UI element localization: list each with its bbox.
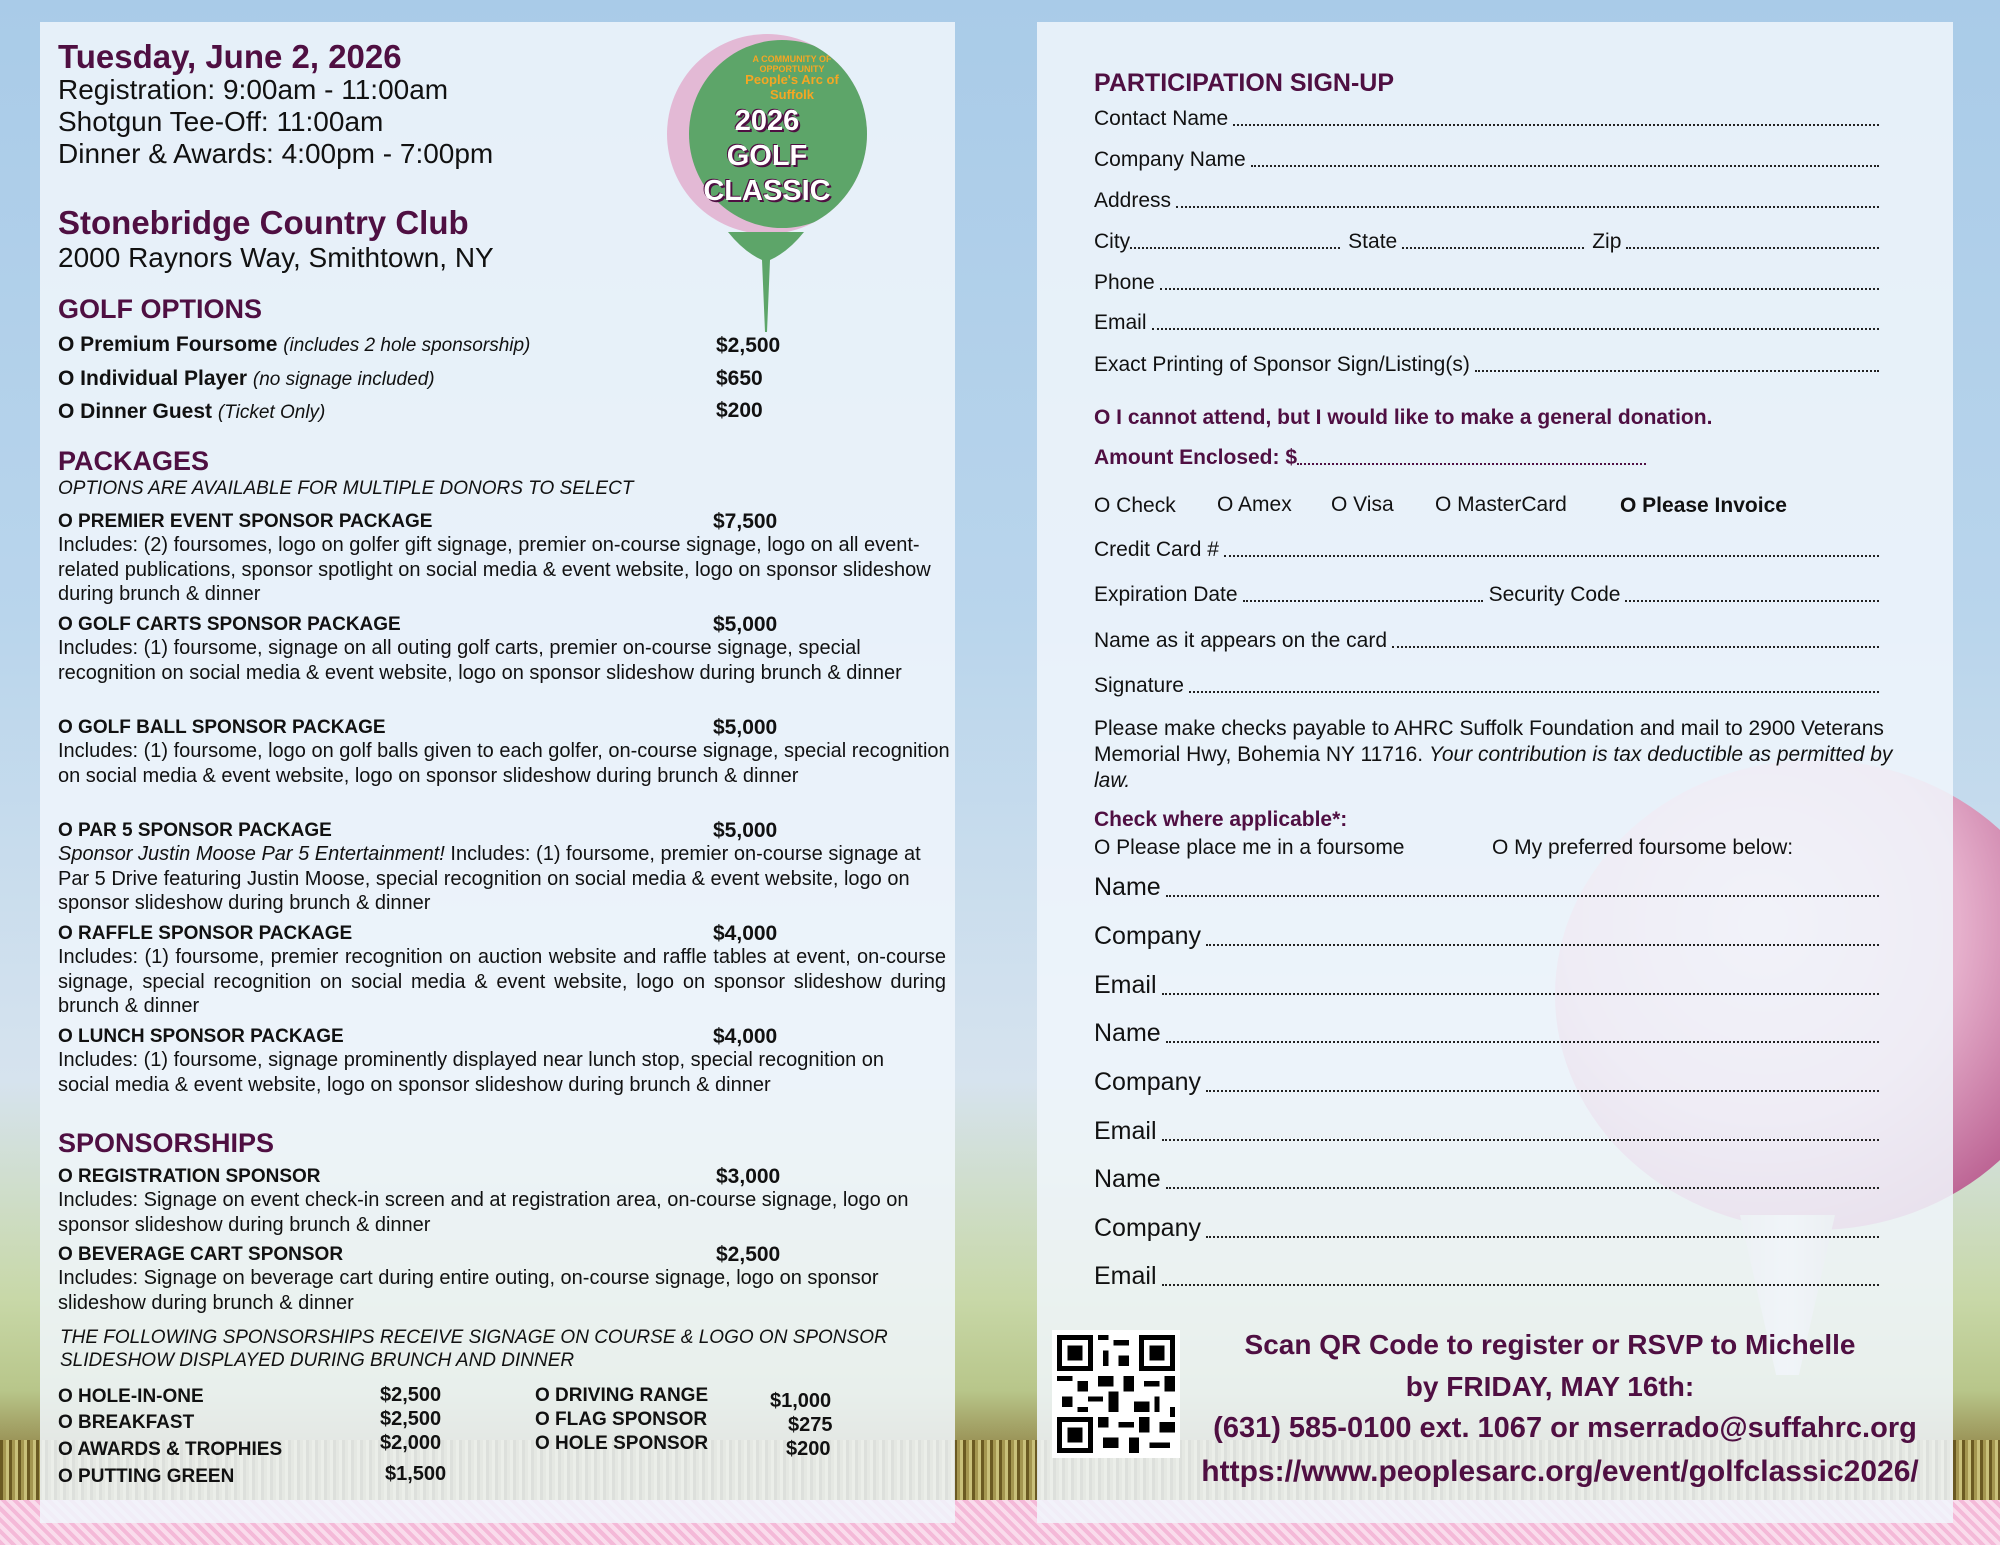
checks-note-text: Please make checks payable to AHRC Suffolk Foundation and mail to 2900 Veterans Memorial Hwy, Bohemia NY 11716. bbox=[1094, 717, 1884, 766]
fill-line bbox=[1189, 690, 1879, 693]
city-state-zip-row bbox=[1094, 230, 1881, 254]
small-sponsor-putting-green[interactable]: O PUTTING GREEN bbox=[58, 1466, 235, 1487]
sponsorships-heading: SPONSORSHIPS bbox=[58, 1128, 275, 1158]
company-name-field[interactable] bbox=[1094, 148, 1881, 172]
expiration-input[interactable] bbox=[1243, 599, 1483, 602]
field-label: Phone bbox=[1094, 271, 1155, 294]
event-date: Tuesday, June 2, 2026 bbox=[58, 38, 402, 75]
fill-line bbox=[1206, 1235, 1879, 1238]
schedule-dinner: Dinner & Awards: 4:00pm - 7:00pm bbox=[58, 138, 494, 169]
foursome-name-3[interactable] bbox=[1094, 1165, 1881, 1194]
small-sponsor-price: $2,500 bbox=[380, 1408, 442, 1430]
amount-enclosed-field[interactable] bbox=[1094, 446, 1648, 470]
package-description: Includes: (1) foursome, signage prominently displayed near lunch stop, special recognition on social media & event website, logo on sponsor slideshow during brunch & dinner bbox=[58, 1049, 885, 1096]
logo-year: 2026 bbox=[734, 105, 800, 137]
golf-classic-logo bbox=[667, 34, 867, 234]
option-label: O Premium Foursome bbox=[58, 333, 278, 356]
address-field[interactable] bbox=[1094, 189, 1881, 213]
option-label: O Dinner Guest bbox=[58, 400, 213, 423]
option-note: (Ticket Only) bbox=[217, 402, 326, 423]
package-description bbox=[58, 842, 953, 916]
package-price: $4,000 bbox=[713, 1025, 778, 1048]
small-sponsor-hole[interactable]: O HOLE SPONSOR bbox=[535, 1433, 709, 1454]
fill-line bbox=[1233, 123, 1879, 126]
logo-tee-icon bbox=[728, 232, 804, 332]
contact-name-field[interactable] bbox=[1094, 107, 1881, 131]
foursome-email-3[interactable] bbox=[1094, 1262, 1881, 1291]
field-label: Name as it appears on the card bbox=[1094, 629, 1387, 652]
option-premium-foursome[interactable] bbox=[58, 333, 530, 357]
fill-line bbox=[1297, 462, 1646, 465]
small-sponsor-hole-in-one[interactable]: O HOLE-IN-ONE bbox=[58, 1386, 204, 1407]
option-price: $2,500 bbox=[716, 334, 781, 357]
city-input[interactable] bbox=[1130, 246, 1340, 249]
option-individual-player[interactable] bbox=[58, 367, 435, 391]
fill-line bbox=[1206, 943, 1879, 946]
option-label: O Individual Player bbox=[58, 367, 248, 390]
field-label: Address bbox=[1094, 189, 1172, 212]
payment-mastercard[interactable]: O MasterCard bbox=[1435, 493, 1567, 516]
place-me-option[interactable]: O Please place me in a foursome bbox=[1094, 836, 1405, 859]
payment-visa[interactable]: O Visa bbox=[1331, 493, 1394, 516]
tax-note: Your contribution is tax deductible as permitted by law. bbox=[1094, 743, 1893, 792]
sponsorship-beverage-title[interactable]: O BEVERAGE CART SPONSOR bbox=[58, 1244, 344, 1265]
field-label: Exact Printing of Sponsor Sign/Listing(s) bbox=[1094, 353, 1470, 376]
field-label: Credit Card # bbox=[1094, 538, 1219, 561]
foursome-name-1[interactable] bbox=[1094, 873, 1881, 902]
cta-scan-qr: Scan QR Code to register or RSVP to Michelle bbox=[1244, 1329, 1856, 1360]
fill-line bbox=[1160, 287, 1879, 290]
schedule-teeoff: Shotgun Tee-Off: 11:00am bbox=[58, 106, 384, 137]
package-lunch-title[interactable]: O LUNCH SPONSOR PACKAGE bbox=[58, 1026, 344, 1047]
field-label: Amount Enclosed: $ bbox=[1094, 446, 1298, 469]
small-sponsor-price: $1,000 bbox=[770, 1390, 832, 1412]
field-label: Signature bbox=[1094, 674, 1184, 697]
field-label: Name bbox=[1094, 873, 1161, 901]
signature-field[interactable] bbox=[1094, 674, 1881, 698]
package-price: $4,000 bbox=[713, 922, 778, 945]
fill-line bbox=[1176, 205, 1879, 208]
small-sponsor-flag[interactable]: O FLAG SPONSOR bbox=[535, 1409, 708, 1430]
cta-contact[interactable]: (631) 585-0100 ext. 1067 or mserrado@suffahrc.org bbox=[1213, 1412, 1917, 1444]
fill-line bbox=[1166, 1040, 1879, 1043]
sponsorship-price: $3,000 bbox=[716, 1165, 781, 1188]
credit-card-field[interactable] bbox=[1094, 538, 1881, 562]
fill-line bbox=[1206, 1089, 1879, 1092]
state-label: State bbox=[1348, 230, 1398, 253]
logo-golf: GOLF bbox=[726, 140, 808, 172]
sponsorship-price: $2,500 bbox=[716, 1243, 781, 1266]
fill-line bbox=[1152, 327, 1879, 330]
zip-label: Zip bbox=[1592, 230, 1622, 253]
security-label: Security Code bbox=[1488, 583, 1621, 606]
fill-line bbox=[1392, 645, 1879, 648]
zip-input[interactable] bbox=[1626, 246, 1879, 249]
expiration-security-row bbox=[1094, 583, 1881, 607]
signup-heading: PARTICIPATION SIGN-UP bbox=[1094, 69, 1394, 97]
option-dinner-guest[interactable] bbox=[58, 400, 325, 424]
field-label: Name bbox=[1094, 1165, 1161, 1193]
foursome-company-3[interactable] bbox=[1094, 1214, 1881, 1243]
field-label: Email bbox=[1094, 311, 1147, 334]
field-label: Email bbox=[1094, 1262, 1157, 1290]
fill-line bbox=[1251, 164, 1879, 167]
phone-field[interactable] bbox=[1094, 271, 1881, 295]
venue-address: 2000 Raynors Way, Smithtown, NY bbox=[58, 242, 494, 273]
package-description: Includes: (1) foursome, signage on all outing golf carts, premier on-course signage, special recognition on social media & event website, logo on sponsor slideshow during brunch & dinner bbox=[58, 637, 902, 684]
small-sponsor-price: $275 bbox=[788, 1414, 833, 1436]
field-label: Company Name bbox=[1094, 148, 1246, 171]
field-label: Contact Name bbox=[1094, 107, 1229, 130]
name-on-card-field[interactable] bbox=[1094, 629, 1881, 653]
sponsorship-registration-title[interactable]: O REGISTRATION SPONSOR bbox=[58, 1166, 321, 1187]
option-price: $650 bbox=[716, 367, 763, 390]
fill-line bbox=[1162, 1283, 1879, 1286]
fill-line bbox=[1162, 992, 1879, 995]
package-par5-title[interactable]: O PAR 5 SPONSOR PACKAGE bbox=[58, 820, 332, 841]
state-input[interactable] bbox=[1402, 246, 1584, 249]
package-price: $5,000 bbox=[713, 613, 778, 636]
donation-option[interactable]: O I cannot attend, but I would like to make a general donation. bbox=[1094, 406, 1713, 429]
small-sponsor-price: $2,500 bbox=[380, 1384, 442, 1406]
field-label: Email bbox=[1094, 971, 1157, 999]
email-field[interactable] bbox=[1094, 311, 1881, 335]
sponsorship-description: Includes: Signage on event check-in screen and at registration area, on-course signage, logo on sponsor slideshow during brunch & dinner bbox=[58, 1189, 909, 1236]
package-price: $5,000 bbox=[713, 819, 778, 842]
cta-deadline: by FRIDAY, MAY 16th: bbox=[1405, 1371, 1695, 1402]
sponsorships-note: THE FOLLOWING SPONSORSHIPS RECEIVE SIGNAGE ON COURSE & LOGO ON SPONSOR SLIDESHOW DISPLAYED DURING BRUNCH AND DINNER bbox=[60, 1327, 888, 1371]
package-price: $5,000 bbox=[713, 716, 778, 739]
field-label: Company bbox=[1094, 1068, 1201, 1096]
venue-name: Stonebridge Country Club bbox=[58, 204, 469, 241]
logo-tagline: A COMMUNITY OF OPPORTUNITY bbox=[752, 54, 832, 74]
package-desc-text: Includes: (1) foursome, premier on-course signage at Par 5 Drive featuring Justin Moose, special recognition on social media & event website, logo on sponsor slideshow during brunch & dinner bbox=[58, 843, 921, 914]
security-input[interactable] bbox=[1625, 599, 1879, 602]
packages-subheading: OPTIONS ARE AVAILABLE FOR MULTIPLE DONORS TO SELECT bbox=[58, 478, 634, 499]
small-sponsor-awards[interactable]: O AWARDS & TROPHIES bbox=[58, 1439, 283, 1460]
fill-line bbox=[1224, 554, 1879, 557]
small-sponsor-breakfast[interactable]: O BREAKFAST bbox=[58, 1412, 195, 1433]
cta-url-link[interactable]: https://www.peoplesarc.org/event/golfclassic2026/ bbox=[1201, 1455, 1919, 1488]
package-premier-title[interactable]: O PREMIER EVENT SPONSOR PACKAGE bbox=[58, 511, 433, 532]
package-golf-carts-title[interactable]: O GOLF CARTS SPONSOR PACKAGE bbox=[58, 614, 401, 635]
foursome-name-2[interactable] bbox=[1094, 1019, 1881, 1048]
field-label: Email bbox=[1094, 1117, 1157, 1145]
fill-line bbox=[1475, 369, 1879, 372]
field-label: Name bbox=[1094, 1019, 1161, 1047]
sponsorship-description: Includes: Signage on beverage cart during entire outing, on-course signage, logo on sponsor slideshow during brunch & dinner bbox=[58, 1267, 879, 1314]
field-label: Company bbox=[1094, 922, 1201, 950]
option-note: (no signage included) bbox=[252, 369, 435, 390]
package-price: $7,500 bbox=[713, 510, 778, 533]
packages-heading: PACKAGES bbox=[58, 446, 210, 476]
schedule-registration: Registration: 9:00am - 11:00am bbox=[58, 74, 449, 105]
package-description: Includes: (2) foursomes, logo on golfer gift signage, premier on-course signage, logo on all event-related publications, sponsor spotlight on social media & event website, logo on sponsor slideshow during brunch & dinner bbox=[58, 534, 931, 605]
package-golf-ball-title[interactable]: O GOLF BALL SPONSOR PACKAGE bbox=[58, 717, 386, 738]
logo-classic: CLASSIC bbox=[703, 175, 831, 207]
checks-note bbox=[1094, 716, 1894, 794]
package-description: Includes: (1) foursome, premier recognition on auction website and raffle tables at event, on-course signage, special recognition on social media & event website, logo on sponsor slideshow during brunch & dinner bbox=[58, 946, 946, 1017]
package-description: Includes: (1) foursome, logo on golf balls given to each golfer, on-course signage, special recognition on social media & event website, logo on sponsor slideshow during brunch & dinner bbox=[58, 740, 950, 787]
fill-line bbox=[1166, 1186, 1879, 1189]
city-label: City bbox=[1094, 230, 1131, 253]
foursome-company-1[interactable] bbox=[1094, 922, 1881, 951]
golf-options-heading: GOLF OPTIONS bbox=[58, 294, 263, 324]
option-price: $200 bbox=[716, 399, 763, 422]
payment-check[interactable]: O Check bbox=[1094, 494, 1176, 517]
foursome-email-1[interactable] bbox=[1094, 971, 1881, 1000]
small-sponsor-driving-range[interactable]: O DRIVING RANGE bbox=[535, 1385, 709, 1406]
sponsor-sign-field[interactable] bbox=[1094, 353, 1881, 377]
small-sponsor-price: $1,500 bbox=[385, 1463, 447, 1485]
fill-line bbox=[1162, 1138, 1879, 1141]
field-label: Company bbox=[1094, 1214, 1201, 1242]
package-raffle-title[interactable]: O RAFFLE SPONSOR PACKAGE bbox=[58, 923, 353, 944]
package-lead: Sponsor Justin Moose Par 5 Entertainment! bbox=[58, 843, 445, 865]
payment-invoice[interactable]: O Please Invoice bbox=[1620, 494, 1787, 517]
fill-line bbox=[1166, 894, 1879, 897]
logo-org: People's Arc of Suffolk bbox=[745, 72, 839, 102]
option-note: (includes 2 hole sponsorship) bbox=[283, 335, 531, 356]
small-sponsor-price: $2,000 bbox=[380, 1432, 442, 1454]
payment-amex[interactable]: O Amex bbox=[1217, 493, 1292, 516]
preferred-foursome-option[interactable]: O My preferred foursome below: bbox=[1492, 836, 1794, 859]
expiration-label: Expiration Date bbox=[1094, 583, 1238, 606]
small-sponsor-price: $200 bbox=[786, 1438, 831, 1460]
foursome-email-2[interactable] bbox=[1094, 1117, 1881, 1146]
check-applicable-heading: Check where applicable*: bbox=[1094, 808, 1348, 831]
foursome-company-2[interactable] bbox=[1094, 1068, 1881, 1097]
